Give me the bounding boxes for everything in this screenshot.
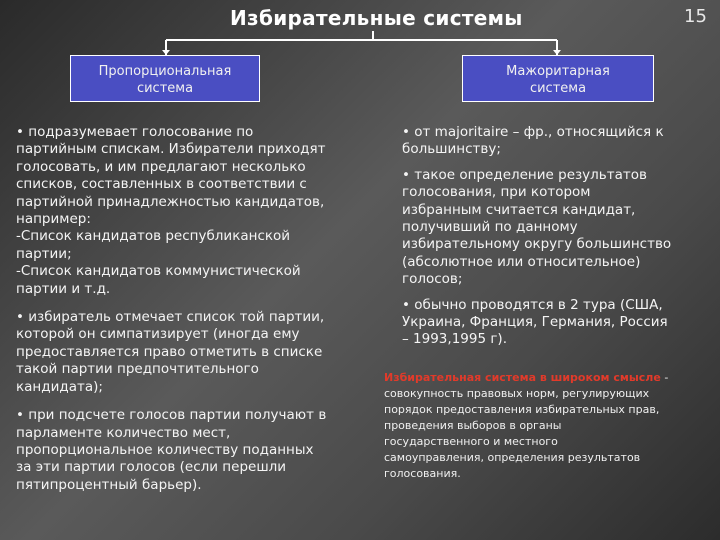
majoritarian-paragraph-3: • обычно проводятся в 2 тура (США, Украина, Франция, Германия, Россия – 1993,1995 г). <box>402 296 668 348</box>
majoritarian-paragraph-1: • от majoritaire – фр., относящийся к большинству; <box>402 124 664 158</box>
majoritarian-system-label: Мажоритарная система <box>506 64 610 96</box>
definition-term: Избирательная система в широком смысле <box>384 371 661 384</box>
electoral-system-definition <box>384 370 714 482</box>
proportional-paragraph-3: • при подсчете голосов партии получают в парламенте количество мест, пропорциональное количеству поданных за эти партии голосов (если перешли пятипроцентный барьер). <box>16 407 327 493</box>
definition-text: - совокупность правовых норм, регулирующих порядок предоставления избирательных прав, проведения выборов в органы государственного и местного самоуправления, определения результатов голосования. <box>384 371 669 480</box>
proportional-system-box <box>70 55 260 102</box>
page-number: 15 <box>684 6 707 27</box>
proportional-paragraph-1: • подразумевает голосование по партийным спискам. Избиратели приходят голосовать, и им предлагают несколько списков, составленных в соответствии с партийной принадлежностью кандидатов, например: -Список кандидатов республиканской партии; -Список кандидатов коммунистической партии и т.д. <box>16 124 326 297</box>
slide-title: Избирательные системы <box>230 6 523 30</box>
majoritarian-system-box <box>462 55 654 102</box>
majoritarian-description <box>402 124 714 357</box>
connector-lines <box>0 0 720 60</box>
proportional-system-label: Пропорциональная система <box>98 64 232 96</box>
proportional-description <box>16 124 376 505</box>
majoritarian-paragraph-2: • такое определение результатов голосования, при котором избранным считается кандидат, получивший по данному избирательному округу большинство (абсолютное или относительное) голосов; <box>402 166 672 288</box>
proportional-paragraph-2: • избиратель отмечает список той партии, которой он симпатизирует (иногда ему предоставляется право отметить в списке такой партии предпочтительного кандидата); <box>16 309 325 395</box>
